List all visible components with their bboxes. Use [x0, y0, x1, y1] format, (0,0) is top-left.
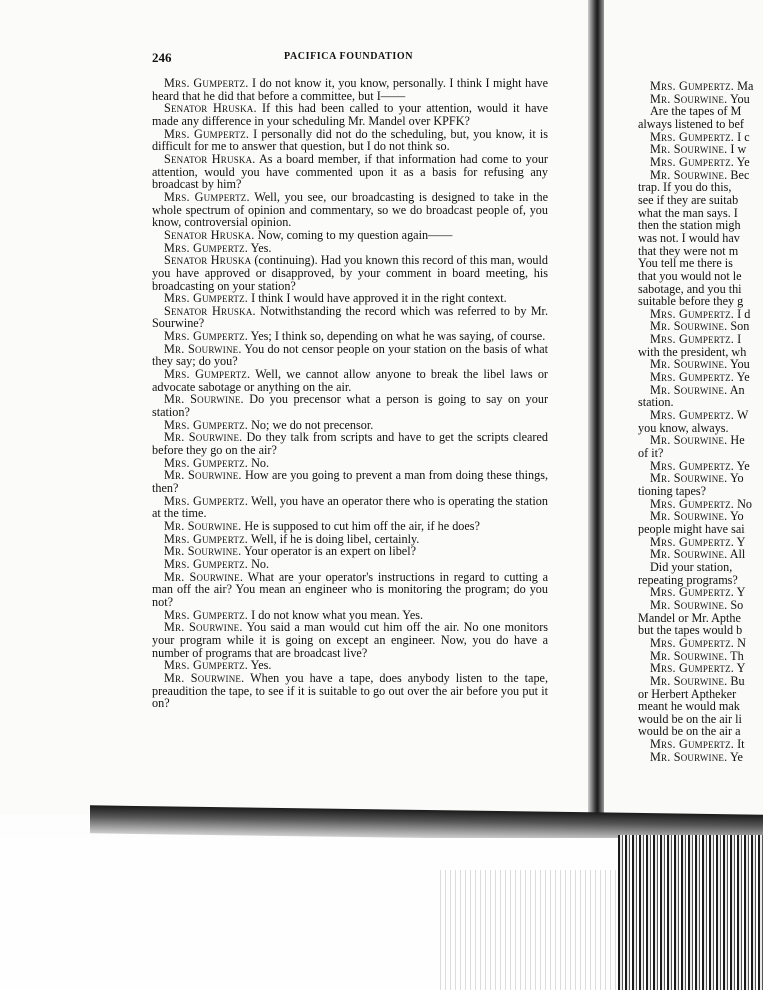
speaker-name: Mrs. Gumpertz.: [650, 306, 735, 321]
speaker-name: Mrs. Gumpertz.: [164, 493, 249, 508]
transcript-paragraph: [152, 431, 548, 456]
speaker-name: Mrs. Gumpertz.: [164, 329, 249, 344]
speaker-name: Mrs. Gumpertz.: [650, 737, 735, 752]
speech-text: When you have a tape, does anybody listen to the tape, preaudition the tape, to see if it is suitable to go out over the air before you put it on?: [152, 670, 548, 711]
speech-text: Yes; I think so, depending on what he was saying, of course.: [248, 329, 546, 344]
speech-text: Y: [734, 534, 746, 549]
speech-text: Bec: [727, 167, 750, 182]
speech-text: was not. I would hav: [638, 230, 740, 245]
page-header: [152, 50, 552, 68]
page-edges: [618, 835, 763, 990]
speech-text: always listened to bef: [638, 116, 744, 131]
speech-text: No.: [248, 455, 270, 470]
speaker-name: Mr. Sourwine.: [650, 91, 728, 106]
speech-text: Well, we cannot allow anyone to break the libel laws or advocate sabotage or anything on the air.: [152, 367, 548, 394]
speaker-name: Mrs. Gumpertz.: [164, 658, 249, 673]
speaker-name: Mr. Sourwine.: [650, 471, 728, 486]
speaker-name: Mrs. Gumpertz.: [650, 661, 735, 676]
speaker-name: Mrs. Gumpertz.: [650, 585, 735, 600]
speech-text: I do not know what you mean. Yes.: [248, 607, 424, 622]
speech-text: As a board member, if that information had come to your attention, would you have commented upon it as a basis for refusing any broadcast by him?: [152, 151, 548, 192]
speech-text: repeating programs?: [638, 572, 738, 587]
speaker-name: Mr. Sourwine.: [650, 319, 728, 334]
speech-text: Are the tapes of M: [650, 104, 742, 119]
speaker-name: Mr. Sourwine.: [650, 547, 728, 562]
right-page-text: [638, 80, 763, 763]
transcript-paragraph: [152, 153, 548, 191]
speaker-name: Senator Hruska.: [164, 151, 256, 166]
speech-text: (continuing). Had you known this record of this man, would you have approved or disapproved, by your comment in board meeting, his broadcasting on your station?: [152, 253, 548, 293]
speech-text: would be on the air a: [638, 724, 741, 739]
speaker-name: Mrs. Gumpertz.: [164, 367, 251, 382]
speech-text: Y: [734, 661, 746, 676]
speaker-name: Senator Hruska.: [164, 303, 256, 318]
speech-text: W: [734, 408, 749, 423]
speech-text: Notwithstanding the record which was referred to by Mr. Sourwine?: [152, 303, 548, 331]
speaker-name: Mr. Sourwine.: [164, 341, 242, 356]
speech-text: Ma: [734, 80, 754, 93]
speaker-name: Mrs. Gumpertz.: [650, 635, 735, 650]
speaker-name: Mr. Sourwine.: [650, 142, 728, 157]
speech-text: of it?: [638, 446, 664, 461]
speech-text: then the station migh: [638, 218, 741, 233]
speech-text: If this had been called to your attention, would it have made any difference in your scheduling Mr. Mandel over KPFK?: [152, 101, 548, 128]
speech-text: Bu: [727, 673, 745, 688]
speaker-name: Mr. Sourwine.: [164, 518, 242, 533]
speaker-name: Mrs. Gumpertz.: [650, 370, 735, 385]
speech-text: N: [734, 635, 746, 650]
speaker-name: Mrs. Gumpertz.: [164, 531, 249, 546]
speaker-name: Mrs. Gumpertz.: [164, 189, 250, 204]
speech-text: I c: [734, 129, 750, 144]
speech-text: You: [727, 357, 750, 372]
speech-text: or Herbert Aptheker: [638, 686, 737, 701]
speech-text: He: [727, 433, 745, 448]
speaker-name: Mr. Sourwine.: [650, 749, 728, 764]
speech-text: Well, you see, our broadcasting is designed to take in the whole spectrum of opinion and commentary, so we do broadcast people of, you know, controversial opinion.: [152, 189, 548, 230]
speech-text: Ye: [734, 458, 750, 473]
speech-text: It: [734, 737, 745, 752]
speaker-name: Mrs. Gumpertz.: [650, 496, 735, 511]
speech-text: All: [727, 547, 746, 562]
speech-text: with the president, wh: [638, 344, 747, 359]
speech-text: I: [734, 332, 742, 347]
speech-text: would be on the air li: [638, 711, 742, 726]
speech-text: what the man says. I: [638, 205, 738, 220]
speech-text: Yo: [727, 471, 744, 486]
speaker-name: Mr. Sourwine.: [650, 509, 728, 524]
speech-text: You said a man would cut him off the air. No one monitors your program while it is going on except an engineer. Now, you do have a number of programs that are broadcast live?: [152, 620, 549, 660]
speaker-name: Mrs. Gumpertz.: [650, 80, 735, 93]
speech-text: Mandel or Mr. Apthe: [638, 610, 741, 625]
speaker-name: Mrs. Gumpertz.: [164, 455, 249, 470]
speaker-name: Senator Hruska.: [164, 101, 257, 116]
transcript-paragraph: [152, 672, 548, 710]
speech-text: So: [727, 597, 744, 612]
speech-text: trap. If you do this,: [638, 180, 732, 195]
speaker-name: Mr. Sourwine.: [650, 673, 728, 688]
speaker-name: Mr. Sourwine.: [164, 620, 243, 635]
speaker-name: Senator Hruska: [164, 253, 252, 268]
speech-text: that they were not m: [638, 243, 739, 258]
speech-text: No: [734, 496, 753, 511]
speech-text: How are you going to prevent a man from doing these things, then?: [152, 468, 548, 495]
speaker-name: Mrs. Gumpertz.: [650, 408, 735, 423]
transcript-paragraph: [152, 368, 548, 393]
speech-text: He is supposed to cut him off the air, if he does?: [241, 518, 480, 533]
speech-text: meant he would mak: [638, 699, 740, 714]
speech-text: An: [727, 382, 745, 397]
speech-text: You do not censor people on your station on the basis of what they say; do you?: [152, 341, 548, 369]
speaker-name: Senator Hruska.: [164, 227, 255, 242]
scan-artifact: [440, 870, 620, 990]
speech-text: station.: [638, 395, 674, 410]
speech-text: Yes.: [248, 240, 272, 255]
speaker-name: Mrs. Gumpertz.: [164, 607, 249, 622]
speech-text: You: [727, 91, 750, 106]
transcript-paragraph: [152, 495, 548, 520]
transcript-paragraph: [152, 621, 548, 659]
running-title: PACIFICA FOUNDATION: [284, 51, 414, 62]
speech-text: Your operator is an expert on libel?: [241, 544, 417, 559]
transcript-paragraph: [152, 305, 548, 330]
speech-text: Ye: [734, 370, 750, 385]
speech-text: sabotage, and you thi: [638, 281, 742, 296]
transcript-paragraph: [152, 343, 548, 368]
speaker-name: Mr. Sourwine.: [164, 544, 242, 559]
speech-text: You tell me there is: [638, 256, 733, 271]
left-page-text: [152, 77, 548, 710]
speech-text: but the tapes would b: [638, 623, 743, 638]
speech-text: Do they talk from scripts and have to get the scripts cleared before they go on the air?: [152, 430, 548, 458]
speech-text: Well, if he is doing libel, certainly.: [248, 531, 420, 546]
speech-text: that you would not le: [638, 268, 742, 283]
speaker-name: Mrs. Gumpertz.: [164, 291, 249, 306]
speech-text: you know, always.: [638, 420, 729, 435]
page-number: 246: [152, 50, 172, 65]
speech-text: I d: [734, 306, 751, 321]
speech-text: I think I would have approved it in the right context.: [248, 291, 507, 306]
speaker-name: Mr. Sourwine.: [164, 569, 244, 584]
speaker-name: Mr. Sourwine.: [650, 433, 728, 448]
speaker-name: Mrs. Gumpertz.: [650, 458, 735, 473]
speech-text: Ye: [734, 154, 750, 169]
speech-text: see if they are suitab: [638, 192, 739, 207]
speech-text: No; we do not precensor.: [248, 417, 374, 432]
speaker-name: Mr. Sourwine.: [650, 382, 728, 397]
transcript-paragraph: [152, 254, 548, 292]
speech-text: tioning tapes?: [638, 484, 707, 498]
speaker-name: Mrs. Gumpertz.: [650, 332, 735, 347]
speech-text: Well, you have an operator there who is operating the station at the time.: [152, 493, 548, 521]
speech-text: Y: [734, 585, 746, 600]
speaker-name: Mrs. Gumpertz.: [650, 154, 735, 169]
transcript-paragraph: [152, 571, 548, 609]
speaker-name: Mr. Sourwine.: [164, 468, 242, 483]
speech-text: No.: [248, 556, 270, 571]
transcript-paragraph: [152, 77, 548, 102]
speech-text: I w: [727, 142, 747, 157]
speaker-name: Mr. Sourwine.: [164, 670, 245, 685]
transcript-paragraph: [152, 128, 548, 153]
speaker-name: Mrs. Gumpertz.: [650, 129, 735, 144]
speaker-name: Mr. Sourwine.: [164, 392, 244, 407]
transcript-paragraph: [152, 102, 548, 127]
speaker-name: Mr. Sourwine.: [650, 167, 728, 182]
speech-text: suitable before they g: [638, 294, 744, 309]
transcript-paragraph: [152, 393, 548, 418]
right-page-line: [638, 751, 763, 764]
transcript-paragraph: [152, 191, 548, 229]
speaker-name: Mr. Sourwine.: [650, 357, 728, 372]
speech-text: Son: [727, 319, 750, 334]
speech-text: I do not know it, you know, personally. I think I might have heard that he did that before a committee, but I——: [152, 76, 548, 103]
transcript-paragraph: [152, 469, 548, 494]
right-page-clip: [604, 70, 763, 790]
speaker-name: Mrs. Gumpertz.: [164, 76, 249, 90]
speech-text: Do you precensor what a person is going to say on your station?: [152, 392, 549, 420]
speech-text: I personally did not do the scheduling, but, you know, it is difficult for me to answer that question, but I do not think so.: [152, 126, 548, 154]
speech-text: Yes.: [248, 658, 272, 673]
speaker-name: Mrs. Gumpertz.: [164, 556, 249, 571]
speech-text: Now, coming to my question again——: [254, 227, 453, 242]
speech-text: What are your operator's instructions in regard to cutting a man off the air? You mean an engineer who is monitoring the program; do you not?: [152, 569, 548, 609]
speaker-name: Mrs. Gumpertz.: [164, 240, 249, 255]
speaker-name: Mr. Sourwine.: [164, 430, 243, 445]
speaker-name: Mrs. Gumpertz.: [650, 534, 735, 549]
speech-text: Ye: [727, 749, 743, 764]
speech-text: people might have sai: [638, 521, 745, 536]
speaker-name: Mr. Sourwine.: [650, 648, 728, 663]
speech-text: Did your station,: [650, 559, 733, 574]
speech-text: Th: [727, 648, 744, 663]
speaker-name: Mr. Sourwine.: [650, 597, 728, 612]
speech-text: Yo: [727, 509, 744, 524]
speaker-name: Mrs. Gumpertz.: [164, 417, 249, 432]
speaker-name: Mrs. Gumpertz.: [164, 126, 250, 141]
